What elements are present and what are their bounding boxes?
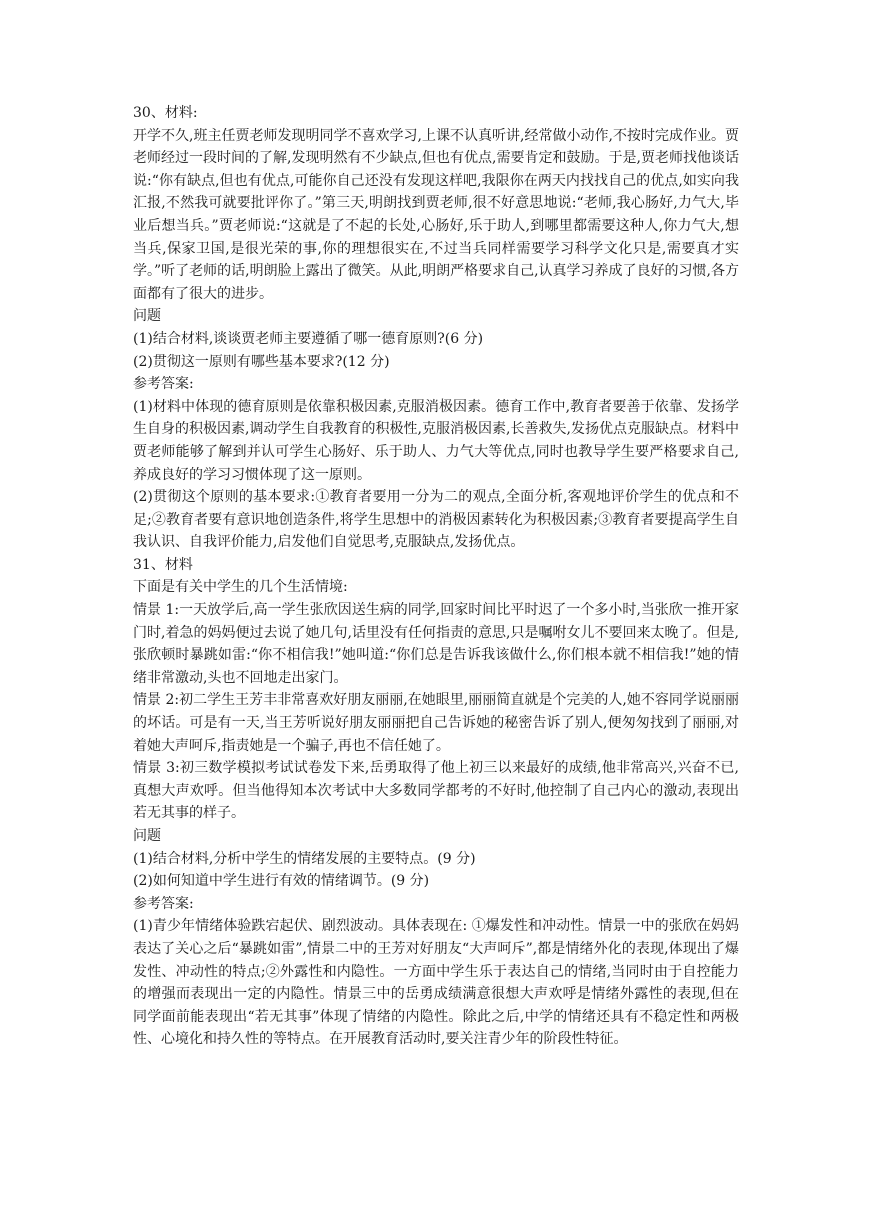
q31-answer-1: (1)青少年情绪体验跌宕起伏、剧烈波动。具体表现在: ①爆发性和冲动性。情景一中的张欣在妈妈表达了关心之后“暴跳如雷”,情景二中的王芳对好朋友“大声呵斥”,都是情绪外化的表现,体现出了爆发性、冲动性的特点;②外露性和内隐性。一方面中学生乐于表达自己的情绪,当同时由于自控能力的增强而表现出一定的内隐性。情景三中的岳勇成绩满意很想大声欢呼是情绪外露性的表现,但在同学面前能表现出“若无其事”体现了情绪的内隐性。除此之后,中学的情绪还具有不稳定性和两极性、心境化和持久性的等特点。在开展教育活动时,要关注青少年的阶段性特征。 <box>133 918 739 1048</box>
q30-question-2: (2)贯彻这一原则有哪些基本要求?(12 分) <box>133 353 390 370</box>
q31-intro: 下面是有关中学生的几个生活情境: <box>133 579 348 596</box>
q31-question-label: 问题 <box>133 828 161 844</box>
q31-answer-label: 参考答案: <box>133 895 194 912</box>
q31-scenario-2: 情景 2:初二学生王芳丰非常喜欢好朋友丽丽,在她眼里,丽丽简直就是个完美的人,她不容同学说丽丽的坏话。可是有一天,当王芳听说好朋友丽丽把自己告诉她的秘密告诉了别人,便匆匆找到了丽丽,对着她大声呵斥,指责她是一个骗子,再也不信任她了。 <box>133 692 739 754</box>
q31-scenario-3: 情景 3:初三数学模拟考试试卷发下来,岳勇取得了他上初三以来最好的成绩,他非常高兴,兴奋不已,真想大声欢呼。但当他得知本次考试中大多数同学都考的不好时,他控制了自己内心的激动,表现出若无其事的样子。 <box>133 760 739 822</box>
q30-answer-label: 参考答案: <box>133 376 194 393</box>
q30-question-1: (1)结合材料,谈谈贾老师主要遵循了哪一德育原则?(6 分) <box>133 330 484 347</box>
document-page <box>133 102 739 1051</box>
q30-heading: 30、材料: <box>133 105 198 121</box>
q31-question-2: (2)如何知道中学生进行有效的情绪调节。(9 分) <box>133 873 430 890</box>
q30-material: 开学不久,班主任贾老师发现明同学不喜欢学习,上课不认真听讲,经常做小动作,不按时完成作业。贾老师经过一段时间的了解,发现明然有不少缺点,但也有优点,需要肯定和鼓励。于是,贾老师找他谈话说:“你有缺点,但也有优点,可能你自己还没有发现这样吧,我限你在两天内找找自己的优点,如实向我汇报,不然我可就要批评你了。”第三天,明朗找到贾老师,很不好意思地说:“老师,我心肠好,力气大,毕业后想当兵。”贾老师说:“这就是了不起的长处,心肠好,乐于助人,到哪里都需要这种人,你力气大,想当兵,保家卫国,是很光荣的事,你的理想很实在,不过当兵同样需要学习科学文化只是,需要真才实学。”听了老师的话,明朗脸上露出了微笑。从此,明朗严格要求自己,认真学习养成了良好的习惯,各方面都有了很大的进步。 <box>133 127 739 302</box>
q30-answer-1: (1)材料中体现的德育原则是依靠积极因素,克服消极因素。德育工作中,教育者要善于依靠、发扬学生自身的积极因素,调动学生自我教育的积极性,克服消极因素,长善救失,发扬优点克服缺点。材料中贾老师能够了解到并认可学生心肠好、乐于助人、力气大等优点,同时也教导学生要严格要求自己,养成良好的学习习惯体现了这一原则。 <box>133 398 739 483</box>
q31-heading: 31、材料 <box>133 556 193 573</box>
q30-question-label: 问题 <box>133 308 161 325</box>
q31-question-1: (1)结合材料,分析中学生的情绪发展的主要特点。(9 分) <box>133 850 476 867</box>
q30-answer-2: (2)贯彻这个原则的基本要求:①教育者要用一分为二的观点,全面分析,客观地评价学生的优点和不足;②教育者要有意识地创造条件,将学生思想中的消极因素转化为积极因素;③教育者要提高学生自我认识、自我评价能力,启发他们自觉思考,克服缺点,发扬优点。 <box>133 489 739 551</box>
q31-scenario-1: 情景 1:一天放学后,高一学生张欣因送生病的同学,回家时间比平时迟了一个多小时,当张欣一推开家门时,着急的妈妈便过去说了她几句,话里没有任何指责的意思,只是嘱咐女儿不要回来太晚了。但是,张欣顿时暴跳如雷:“你不相信我!”她叫道:“你们总是告诉我该做什么,你们根本就不相信我!”她的情绪非常激动,头也不回地走出家门。 <box>133 602 739 686</box>
